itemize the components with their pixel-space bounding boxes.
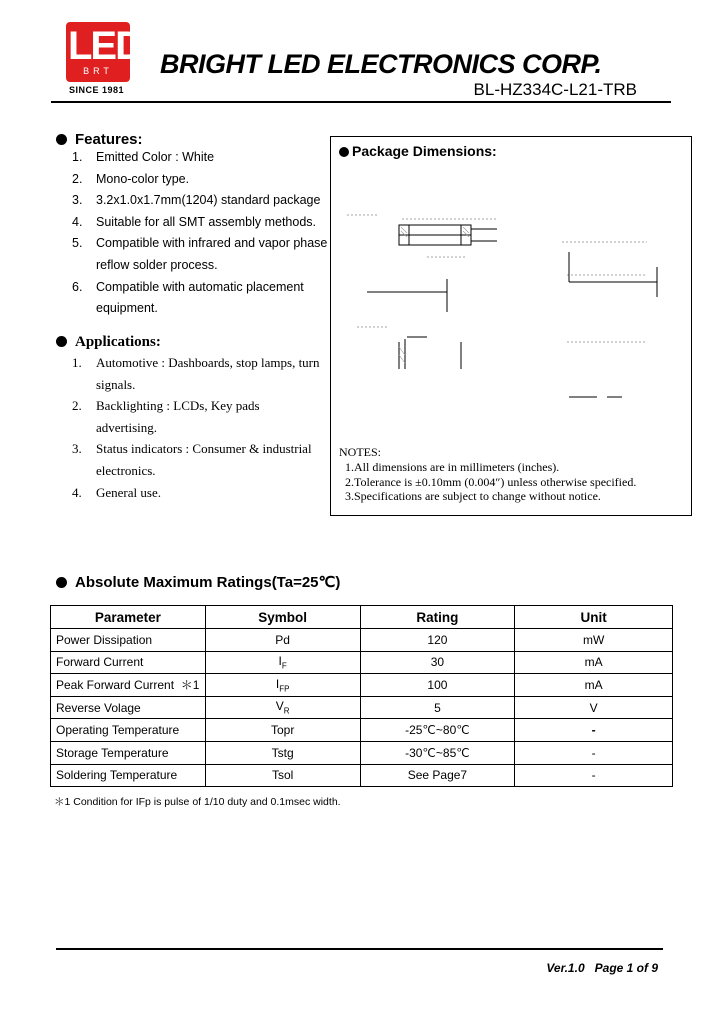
ratings-footnote: ＊1 Condition for IFp is pulse of 1/10 duty and 0.1msec width.: [54, 796, 341, 808]
table-row: [51, 629, 673, 652]
package-drawing: [337, 197, 685, 437]
cell-unit: mW: [515, 629, 673, 652]
package-notes: [339, 445, 636, 504]
cell-rating: 100: [360, 674, 515, 697]
table-row: [51, 674, 673, 697]
table-header-row: [51, 606, 673, 629]
page-number: Page 1 of 9: [594, 961, 658, 975]
table-row: [51, 696, 673, 719]
header-symbol: Symbol: [205, 606, 360, 629]
cell-unit: -: [515, 719, 673, 742]
cell-parameter: Reverse Volage: [51, 696, 206, 719]
cell-symbol: $V_R$: [205, 696, 360, 719]
ratings-title: Absolute Maximum Ratings(Ta=25℃): [56, 573, 340, 591]
logo-sub: BRT: [83, 66, 113, 76]
header-rule: [51, 101, 671, 103]
table-row: [51, 651, 673, 674]
company-logo: [66, 22, 142, 84]
bullet-icon: [339, 147, 349, 157]
cell-parameter: Soldering Temperature: [51, 764, 206, 787]
features-list: [72, 147, 330, 320]
list-item: 5. Compatible with infrared and vapor phase reflow solder process.: [72, 236, 328, 272]
cell-unit: V: [515, 696, 673, 719]
cell-parameter: Peak Forward Current ＊1: [51, 674, 206, 697]
note-item: 1.All dimensions are in millimeters (inches).: [345, 459, 560, 474]
ratings-table: [50, 605, 673, 787]
bullet-icon: [56, 336, 67, 347]
bullet-icon: [56, 134, 67, 145]
footer-rule: [56, 948, 663, 950]
cell-rating: -30℃~85℃: [360, 741, 515, 764]
cell-rating: 30: [360, 651, 515, 674]
cell-symbol: Topr: [205, 719, 360, 742]
list-item: 6. Compatible with automatic placement equipment.: [72, 279, 304, 316]
cell-parameter: Forward Current: [51, 651, 206, 674]
page-footer: [546, 961, 658, 975]
header-rating: Rating: [360, 606, 515, 629]
cell-rating: See Page7: [360, 764, 515, 787]
cell-unit: mA: [515, 651, 673, 674]
bullet-icon: [56, 577, 67, 588]
list-item: 1. Emitted Color : White: [72, 150, 215, 164]
applications-title: Applications:: [56, 333, 161, 351]
table-row: [51, 741, 673, 764]
cell-unit: -: [515, 741, 673, 764]
package-dimensions-box: [330, 136, 692, 516]
list-item: 2. Backlighting : LCDs, Key pads advertising.: [72, 398, 260, 435]
list-item: 2. Mono-color type.: [72, 171, 190, 186]
cell-symbol: Pd: [205, 629, 360, 652]
package-title: Package Dimensions:: [339, 143, 497, 159]
version-label: Ver.1.0: [546, 961, 585, 975]
header-parameter: Parameter: [51, 606, 206, 629]
since-year: SINCE 1981: [69, 85, 125, 95]
list-item: 4. General use.: [72, 484, 161, 500]
cell-symbol: Tsol: [205, 764, 360, 787]
cell-symbol: $I_{FP}$: [205, 674, 360, 697]
table-row: [51, 719, 673, 742]
cell-symbol: Tstg: [205, 741, 360, 764]
cell-unit: -: [515, 764, 673, 787]
features-title: Features:: [56, 131, 143, 148]
part-number: BL-HZ334C-L21-TRB: [473, 80, 637, 99]
cell-rating: -25℃~80℃: [360, 719, 515, 742]
cell-parameter: Operating Temperature: [51, 719, 206, 742]
list-item: 3. 3.2x1.0x1.7mm(1204) standard package: [72, 193, 321, 208]
cell-rating: 5: [360, 696, 515, 719]
cell-unit: mA: [515, 674, 673, 697]
logo-letters: LED: [68, 24, 142, 68]
cell-rating: 120: [360, 629, 515, 652]
cell-symbol: $I_F$: [205, 651, 360, 674]
list-item: 4. Suitable for all SMT assembly methods.: [72, 214, 317, 229]
applications-list: [72, 352, 322, 503]
header-unit: Unit: [515, 606, 673, 629]
cell-parameter: Storage Temperature: [51, 741, 206, 764]
notes-title: NOTES:: [339, 445, 381, 459]
cell-parameter: Power Dissipation: [51, 629, 206, 652]
company-name: BRIGHT LED ELECTRONICS CORP.: [160, 49, 602, 79]
table-row: [51, 764, 673, 787]
list-item: 1. Automotive : Dashboards, stop lamps, turn signals.: [72, 355, 320, 392]
list-item: 3. Status indicators : Consumer & industrial electronics.: [72, 441, 312, 478]
note-item: 2.Tolerance is ±0.10mm (0.004″) unless otherwise specified.: [345, 474, 637, 489]
note-item: 3.Specifications are subject to change without notice.: [345, 489, 601, 504]
